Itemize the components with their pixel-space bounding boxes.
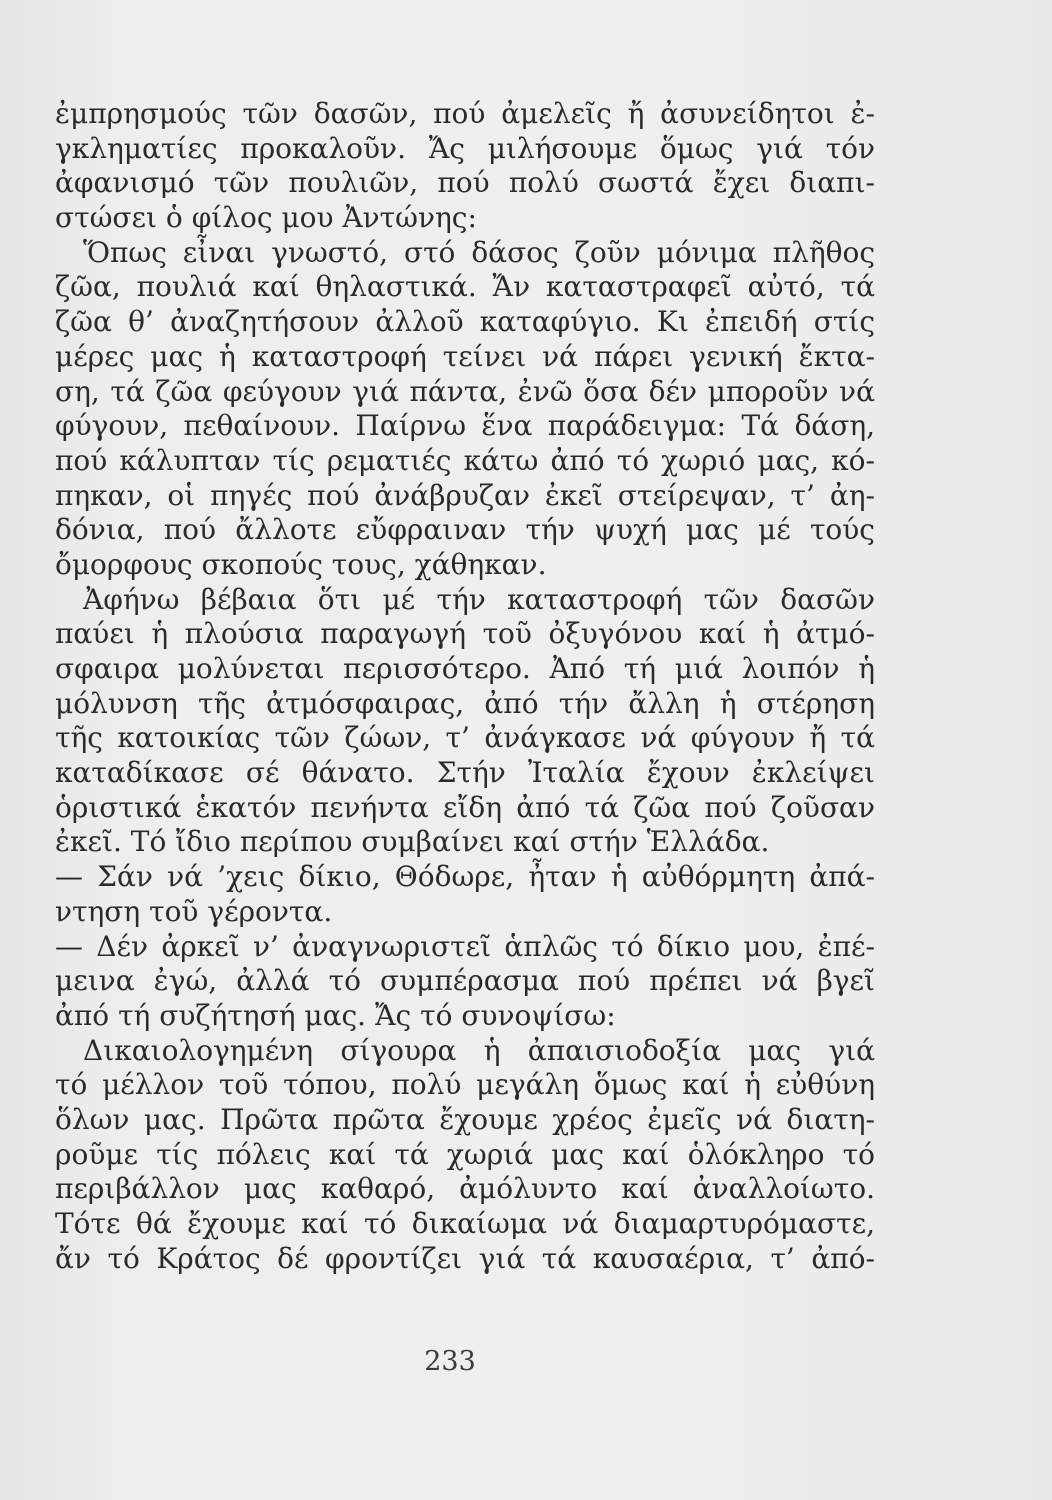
text-line: Ἀφήνω βέβαια ὅτι μέ τήν καταστροφή τῶν δασῶν [83, 582, 875, 616]
text-line: ἐμπρησμούς τῶν δασῶν, πού ἀμελεῖς ἤ ἀσυνείδητοι ἐ- [55, 97, 875, 130]
text-line: ροῦμε τίς πόλεις καί τά χωριά μας καί ὁλόκληρο τό [55, 1137, 875, 1171]
body-text [55, 97, 875, 1276]
text-line: τῆς κατοικίας τῶν ζώων, τ’ ἀνάγκασε νά φύγουν ἤ τά [55, 721, 875, 755]
page-number: 233 [424, 1346, 476, 1377]
text-line: πηκαν, οἱ πηγές πού ἀνάβρυζαν ἐκεῖ στείρεψαν, τ’ ἀη- [55, 478, 875, 512]
text-line: δόνια, πού ἄλλοτε εὔφραιναν τήν ψυχή μας μέ τούς [55, 513, 875, 547]
text-line: μόλυνση τῆς ἀτμόσφαιρας, ἀπό τήν ἄλλη ἡ στέρηση [55, 686, 875, 720]
text-line: ζῶα, πουλιά καί θηλαστικά. Ἄν καταστραφεῖ αὐτό, τά [55, 270, 875, 304]
text-line: ἀπό τή συζήτησή μας. Ἄς τό συνοψίσω: [55, 998, 616, 1032]
text-line: ὄμορφους σκοπούς τους, χάθηκαν. [55, 547, 547, 581]
text-line: ἄν τό Κράτος δέ φροντίζει γιά τά καυσαέρια, τ’ ἀπό- [55, 1241, 875, 1275]
text-line: πού κάλυπταν τίς ρεματιές κάτω ἀπό τό χωριό μας, κό- [55, 443, 875, 477]
text-line: — Δέν ἀρκεῖ ν’ ἀναγνωριστεῖ ἁπλῶς τό δίκιο μου, ἐπέ- [55, 929, 875, 963]
text-line: φύγουν, πεθαίνουν. Παίρνω ἕνα παράδειγμα: Τά δάση, [55, 409, 875, 443]
text-line: ντηση τοῦ γέροντα. [55, 894, 333, 928]
text-line: γκληματίες προκαλοῦν. Ἄς μιλήσουμε ὅμως γιά τόν [55, 131, 875, 165]
text-line: Τότε θά ἔχουμε καί τό δικαίωμα νά διαμαρτυρόμαστε, [55, 1207, 875, 1240]
text-line: ὅλων μας. Πρῶτα πρῶτα ἔχουμε χρέος ἐμεῖς νά διατη- [55, 1102, 875, 1136]
text-line: σφαιρα μολύνεται περισσότερο. Ἀπό τή μιά λοιπόν ἡ [55, 652, 875, 685]
text-line: ὁριστικά ἑκατόν πενήντα εἴδη ἀπό τά ζῶα πού ζοῦσαν [55, 790, 875, 824]
text-line: Ὅπως εἶναι γνωστό, στό δάσος ζοῦν μόνιμα πλῆθος [83, 235, 875, 269]
text-line: μεινα ἐγώ, ἀλλά τό συμπέρασμα πού πρέπει νά βγεῖ [55, 964, 875, 998]
text-line: στώσει ὁ φίλος μου Ἀντώνης: [55, 201, 477, 235]
text-line: παύει ἡ πλούσια παραγωγή τοῦ ὀξυγόνου καί ἡ ἀτμό- [55, 617, 875, 651]
text-line: ση, τά ζῶα φεύγουν γιά πάντα, ἐνῶ ὅσα δέν μποροῦν νά [55, 374, 875, 408]
text-line: ἀφανισμό τῶν πουλιῶν, πού πολύ σωστά ἔχει διαπι- [55, 166, 875, 200]
text-line: περιβάλλον μας καθαρό, ἀμόλυντο καί ἀναλλοίωτο. [55, 1172, 875, 1206]
text-line: τό μέλλον τοῦ τόπου, πολύ μεγάλη ὅμως καί ἡ εὐθύνη [55, 1068, 875, 1102]
text-line: Δικαιολογημένη σίγουρα ἡ ἀπαισιοδοξία μας γιά [83, 1033, 875, 1067]
text-line: — Σάν νά ’χεις δίκιο, Θόδωρε, ἦταν ἡ αὐθόρμητη ἀπά- [55, 860, 875, 894]
text-line: ἐκεῖ. Τό ἴδιο περίπου συμβαίνει καί στήν Ἑλλάδα. [55, 825, 770, 859]
text-line: μέρες μας ἡ καταστροφή τείνει νά πάρει γενική ἔκτα- [55, 339, 875, 373]
text-line: ζῶα θ’ ἀναζητήσουν ἀλλοῦ καταφύγιο. Κι ἐπειδή στίς [55, 305, 875, 339]
text-line: καταδίκασε σέ θάνατο. Στήν Ἰταλία ἔχουν ἐκλείψει [55, 756, 875, 790]
